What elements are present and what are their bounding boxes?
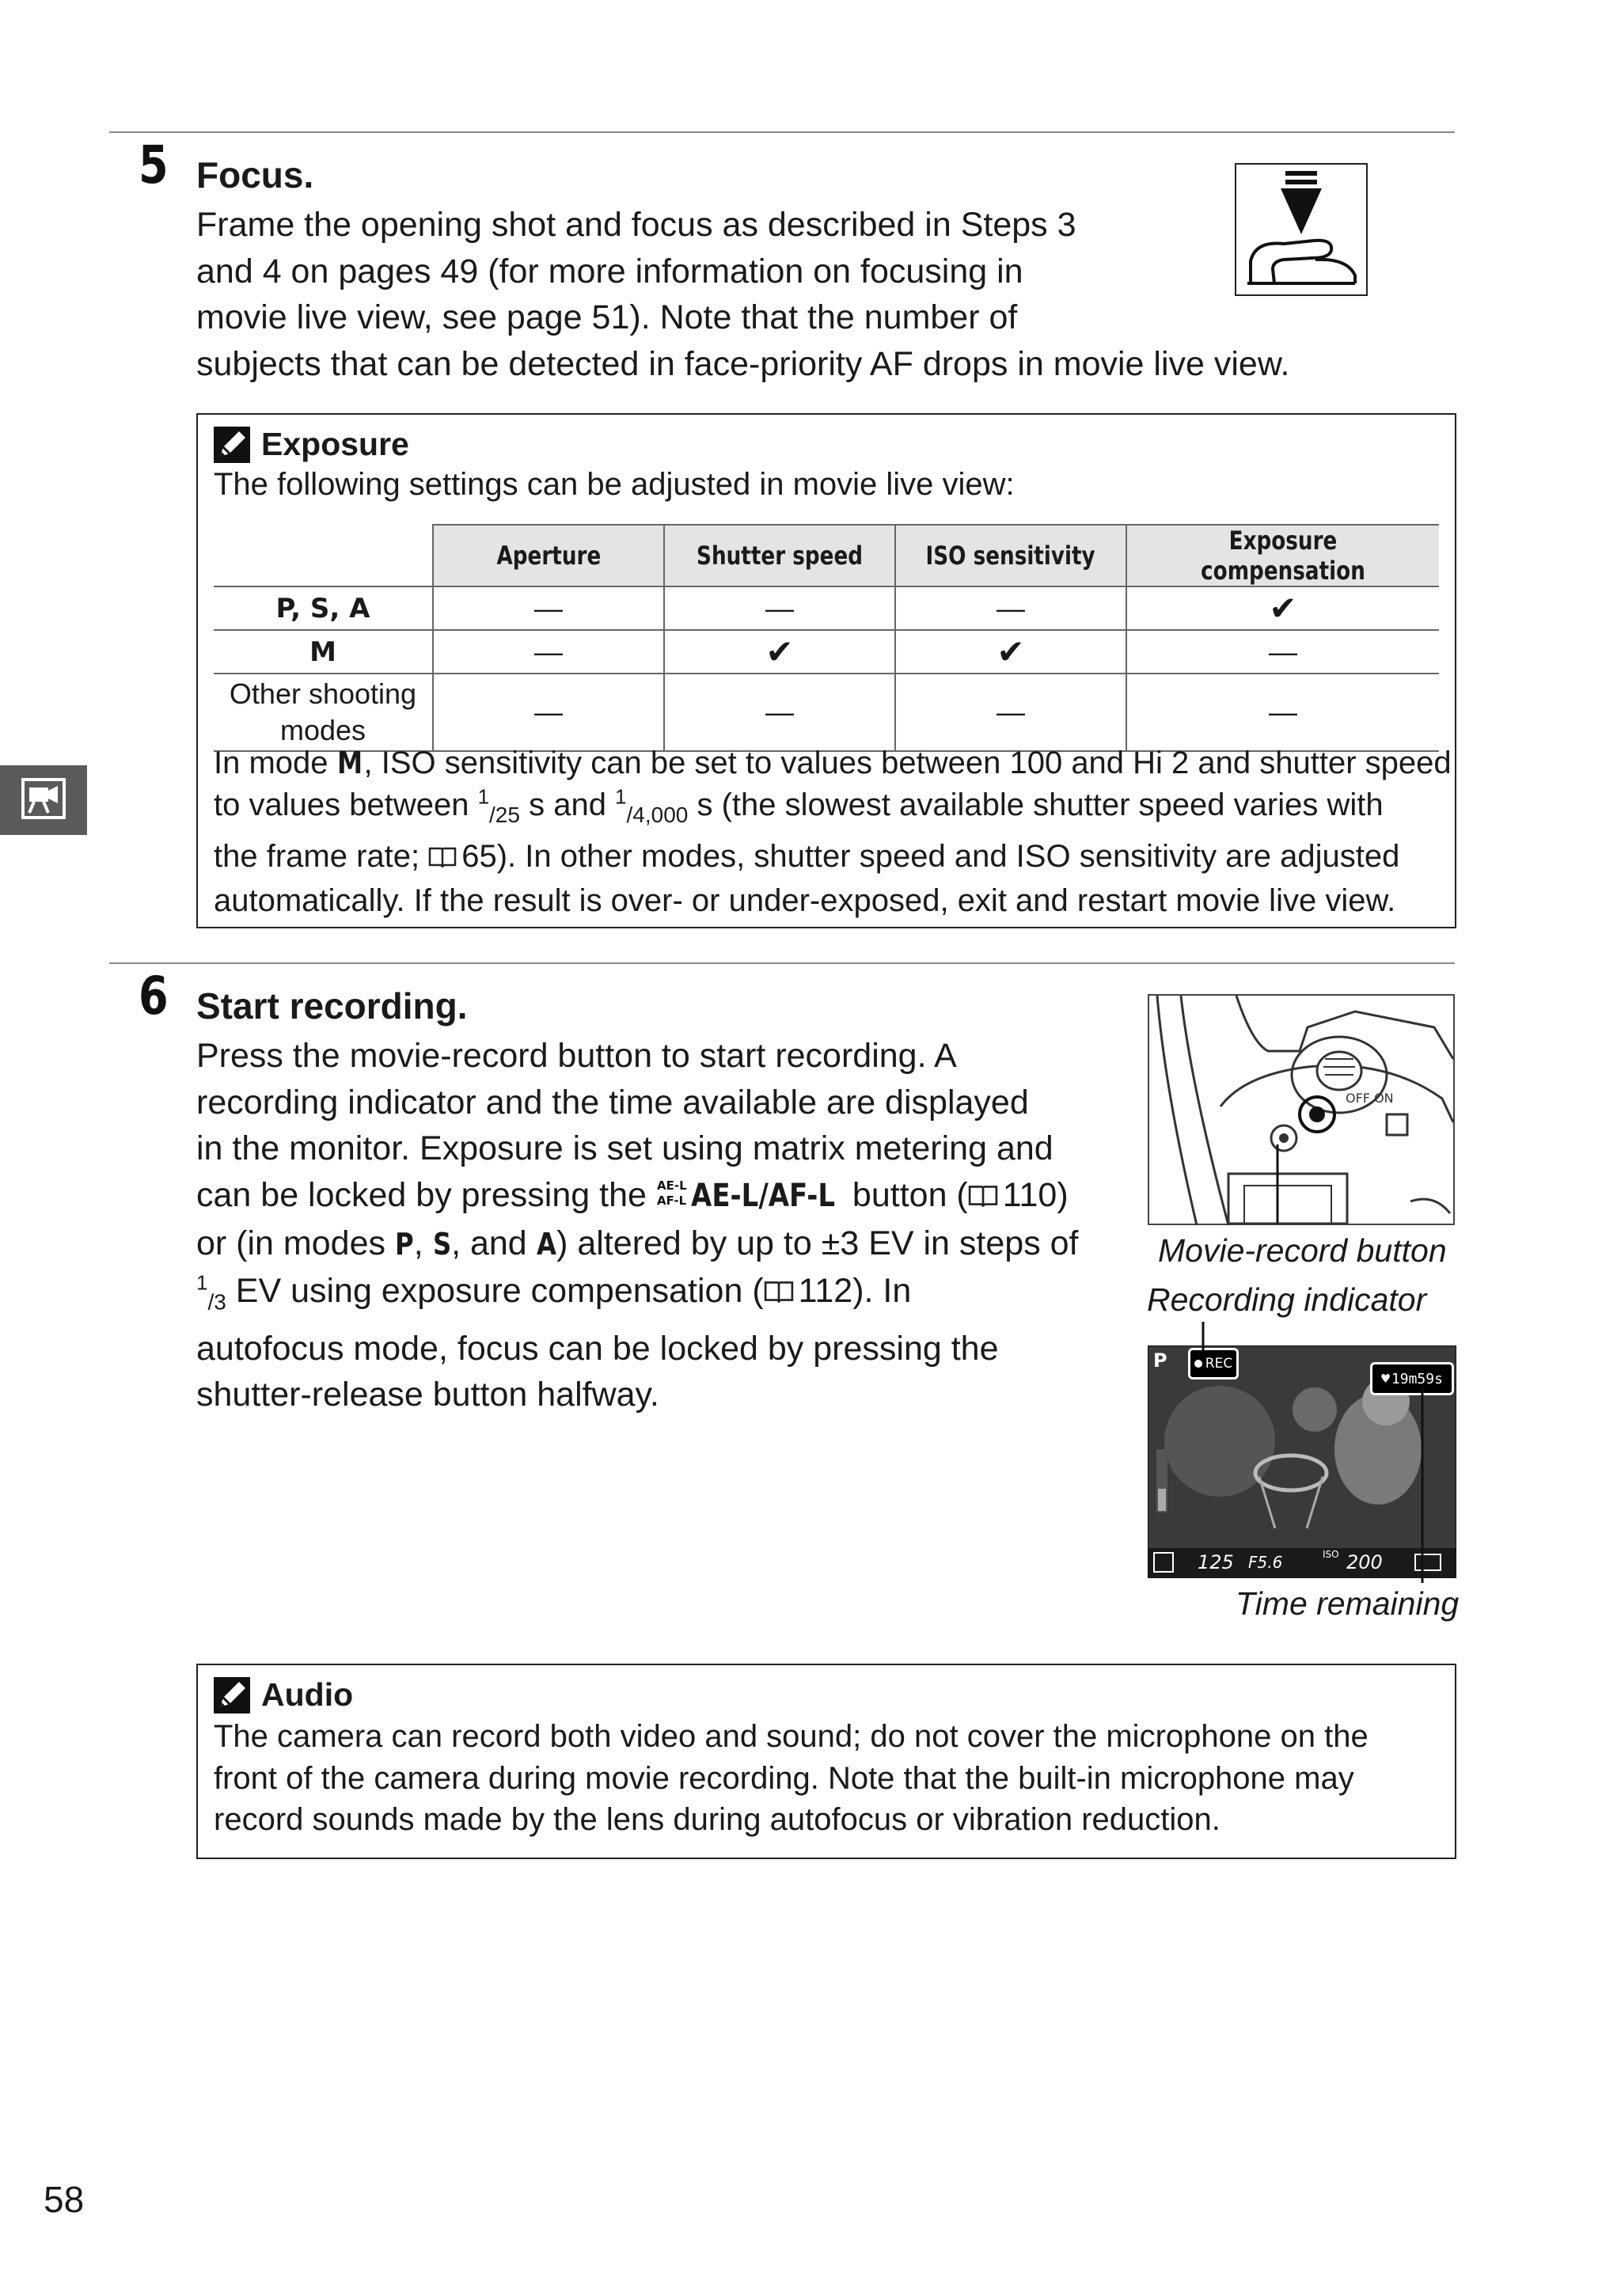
table-header: ISO sensitivity <box>895 525 1126 586</box>
mode-a: A <box>536 1227 556 1262</box>
step5-line: movie live view, see page 51). Note that the number of <box>196 298 1018 336</box>
audio-line: record sounds made by the lens during autofocus or vibration reduction. <box>214 1802 1220 1837</box>
time-remaining-indicator: ♥ 19m59s <box>1370 1362 1454 1395</box>
chapter-tab <box>0 765 87 835</box>
step6-line: can be locked by pressing the AE-L AF-L AE-L/AF-L button ( 110) <box>196 1172 1079 1221</box>
lcd-status-bar <box>1148 1549 1456 1577</box>
audio-line: The camera can record both video and sound; do not cover the microphone on the <box>214 1719 1369 1754</box>
audio-note-body <box>214 1716 1369 1841</box>
table-cell: — <box>895 674 1126 751</box>
exposure-para-line: automatically. If the result is over- or under-exposed, exit and restart movie live view. <box>214 882 1396 918</box>
table-corner <box>214 525 433 586</box>
step6-line: shutter-release button halfway. <box>196 1376 659 1414</box>
exposure-note-box <box>196 413 1456 928</box>
exposure-para-line: to values between $^1_{/25}$ s and $^1_{/4,000}$ s (the slowest available shutter speed varies with <box>214 784 1384 827</box>
table-header-row <box>214 525 1439 586</box>
lcd-shutter: 125 <box>1198 1551 1234 1573</box>
step6-title: Start recording. <box>196 985 468 1027</box>
pencil-note-icon <box>214 1677 250 1713</box>
heart-icon: ♥ <box>1381 1370 1390 1387</box>
exposure-note-heading <box>214 426 409 463</box>
step5-line: subjects that can be detected in face-priority AF drops in movie live view. <box>196 344 1290 383</box>
row-label-line: Other shooting <box>229 677 417 710</box>
table-cell: ✔ <box>664 630 895 674</box>
book-reference-icon <box>428 838 457 880</box>
table-cell: ✔ <box>895 630 1126 674</box>
lcd-iso-label: ISO <box>1323 1549 1339 1560</box>
svg-text:AF-L: AF-L <box>656 1193 687 1208</box>
page-reference[interactable]: 110 <box>1002 1175 1057 1214</box>
exposure-paragraph <box>214 742 1452 921</box>
table-row <box>214 586 1439 630</box>
step5-body <box>196 202 1289 387</box>
audio-note-title: Audio <box>261 1676 354 1713</box>
step5-top-rule <box>109 131 1455 133</box>
ae-l-af-l-button-label: AE-L/AF-L <box>690 1177 835 1214</box>
page-number: 58 <box>44 2179 85 2220</box>
page-reference[interactable]: 112 <box>798 1271 853 1310</box>
step6-line: Press the movie-record button to start recording. A <box>196 1037 957 1075</box>
camera-top-illustration <box>1148 994 1455 1225</box>
table-cell: — <box>433 586 664 630</box>
row-label-line: modes <box>279 714 366 746</box>
lcd-aperture: F5.6 <box>1248 1553 1283 1572</box>
svg-text:AE-L: AE-L <box>656 1178 687 1193</box>
row-label: M <box>214 630 433 674</box>
step5-title: Focus. <box>196 154 314 195</box>
movie-record-button-caption: Movie-record button <box>1158 1232 1447 1269</box>
mode-p: P <box>394 1227 414 1262</box>
table-cell: ✔ <box>1126 586 1439 630</box>
exposure-settings-table <box>214 524 1439 752</box>
lcd-mode: P <box>1153 1349 1167 1372</box>
step6-body <box>196 1033 1079 1418</box>
step6-line: in the monitor. Exposure is set using matrix metering and <box>196 1129 1053 1167</box>
table-cell: — <box>1126 630 1439 674</box>
step5-line: and 4 on pages 49 (for more information on focusing in <box>196 252 1023 290</box>
step5-line: Frame the opening shot and focus as described in Steps 3 <box>196 206 1076 244</box>
pencil-note-icon <box>214 427 250 463</box>
lcd-monitor-illustration <box>1148 1345 1456 1578</box>
audio-note-box <box>196 1664 1456 1859</box>
step6-top-rule <box>109 962 1455 964</box>
table-row <box>214 674 1439 751</box>
time-remaining-caption: Time remaining <box>1236 1585 1460 1622</box>
step6-line: or (in modes P, S, and A) altered by up to ±3 EV in steps of <box>196 1220 1079 1268</box>
table-cell: — <box>895 586 1126 630</box>
mode-s: S <box>432 1227 451 1262</box>
table-header: Exposure compensation <box>1126 525 1439 586</box>
book-reference-icon <box>764 1270 794 1317</box>
audio-line: front of the camera during movie recording. Note that the built-in microphone may <box>214 1760 1354 1796</box>
exposure-para-line: In mode M, ISO sensitivity can be set to values between 100 and Hi 2 and shutter speed <box>214 742 1452 784</box>
table-cell: — <box>433 630 664 674</box>
book-reference-icon <box>968 1175 998 1221</box>
battery-icon <box>1414 1554 1441 1571</box>
recording-indicator-caption: Recording indicator <box>1147 1281 1427 1318</box>
exposure-intro <box>214 464 1015 506</box>
table-cell: — <box>1126 674 1439 751</box>
table-header: Shutter speed <box>664 525 895 586</box>
audio-note-heading <box>214 1676 353 1713</box>
ae-l-af-l-icon <box>656 1174 687 1220</box>
svg-text:OFF ON: OFF ON <box>1346 1091 1394 1106</box>
step6-line: recording indicator and the time available are displayed <box>196 1083 1029 1121</box>
table-cell: — <box>433 674 664 751</box>
lcd-iso: 200 <box>1346 1551 1383 1573</box>
step6-line: autofocus mode, focus can be locked by pressing the <box>196 1329 999 1368</box>
step5-number: 5 <box>139 135 169 195</box>
exposure-para-line: the frame rate; 65). In other modes, shutter speed and ISO sensitivity are adjusted <box>214 836 1452 880</box>
table-cell: — <box>664 674 895 751</box>
page-reference[interactable]: 65 <box>461 839 497 874</box>
matrix-metering-icon <box>1153 1552 1174 1573</box>
record-dot-icon <box>1194 1360 1202 1368</box>
movie-camera-icon <box>20 776 67 825</box>
exposure-note-title: Exposure <box>261 426 409 462</box>
table-row <box>214 630 1439 674</box>
row-label: P, S, A <box>214 586 433 630</box>
table-cell: — <box>664 586 895 630</box>
shutter-release-half-press-icon <box>1235 163 1368 296</box>
step6-number: 6 <box>139 966 169 1027</box>
exposure-intro-text: The following settings can be adjusted in movie live view: <box>214 467 1015 502</box>
recording-indicator: REC <box>1188 1348 1239 1379</box>
mode-m: M <box>336 746 363 780</box>
row-label <box>214 674 433 751</box>
table-header: Aperture <box>433 525 664 586</box>
step6-line: $^1_{/3}$ EV using exposure compensation ( 112). In <box>196 1268 1079 1326</box>
